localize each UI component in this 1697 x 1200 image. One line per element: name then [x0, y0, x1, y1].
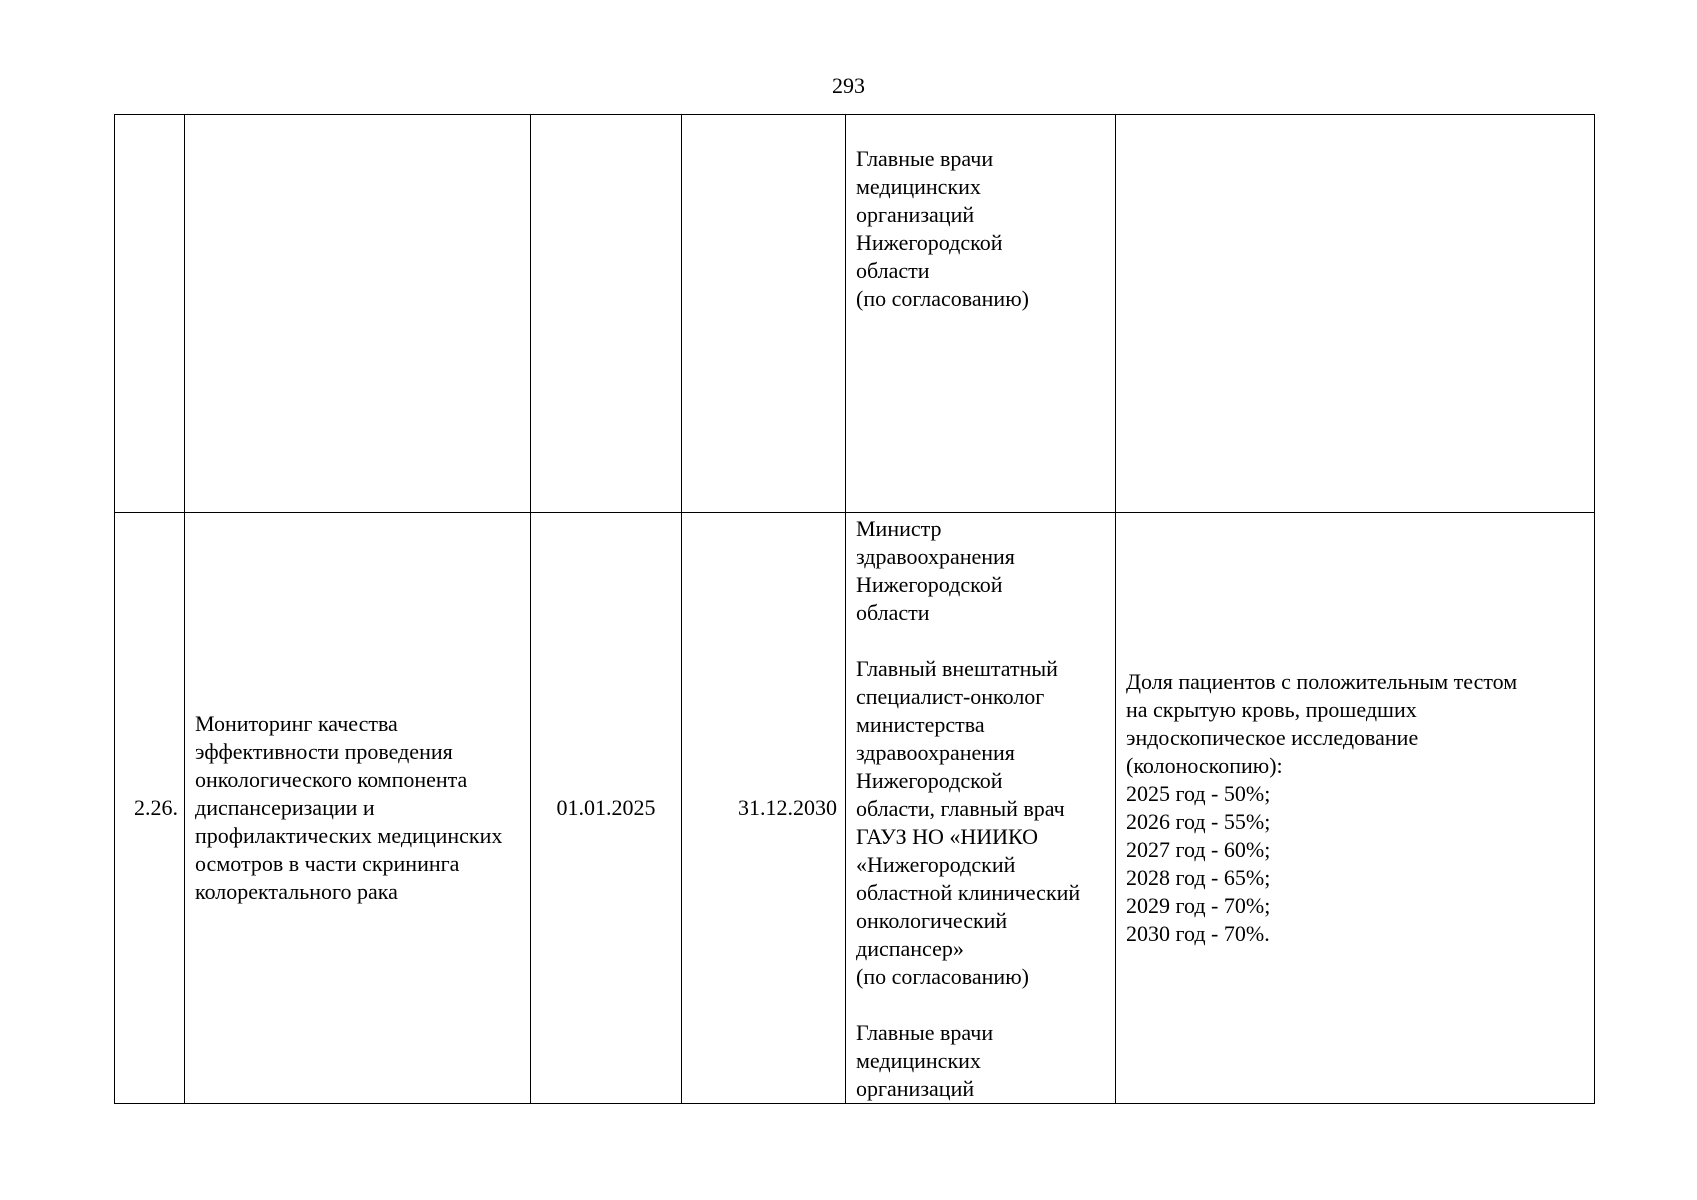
cell-responsible [846, 513, 1116, 1104]
cell-number: 2.26. [115, 513, 185, 1104]
responsible-text: Главный внештатный специалист-онколог министерства здравоохранения Нижегородской области, главный врач ГАУЗ НО «НИИКО «Нижегородский областной клинический онкологический диспансер» (по согласованию) [856, 656, 1081, 989]
measures-table [114, 114, 1595, 1104]
table-row [115, 513, 1595, 1104]
cell-end-date: 31.12.2030 [682, 513, 846, 1104]
cell-activity: Мониторинг качества эффективности проведения онкологического компонента диспансеризации и профилактических медицинских осмотров в части скрининга колоректального рака [185, 513, 531, 1104]
responsible-text: Главные врачи медицинских организаций [856, 1020, 994, 1101]
page-number: 293 [832, 73, 865, 98]
cell-start-date: 01.01.2025 [531, 513, 682, 1104]
cell-number [115, 115, 185, 513]
responsible-text: Главные врачи медицинских организаций Нижегородской области (по согласованию) [856, 146, 1029, 311]
indicator-text: Доля пациентов с положительным тестом на скрытую кровь, прошедших эндоскопическое исследование (колоноскопию): 2025 год - 50%; 2026 год - 55%; 2027 год - 60%; 2028 год - 65%; 2029 год - 70%; 2030 год - 70%. [1126, 669, 1518, 946]
cell-indicator [1116, 115, 1595, 513]
responsible-text: Министр здравоохранения Нижегородской области [856, 516, 1015, 625]
cell-indicator [1116, 513, 1595, 1104]
cell-start-date [531, 115, 682, 513]
cell-activity [185, 115, 531, 513]
cell-responsible [846, 115, 1116, 513]
cell-end-date [682, 115, 846, 513]
table-row [115, 115, 1595, 513]
